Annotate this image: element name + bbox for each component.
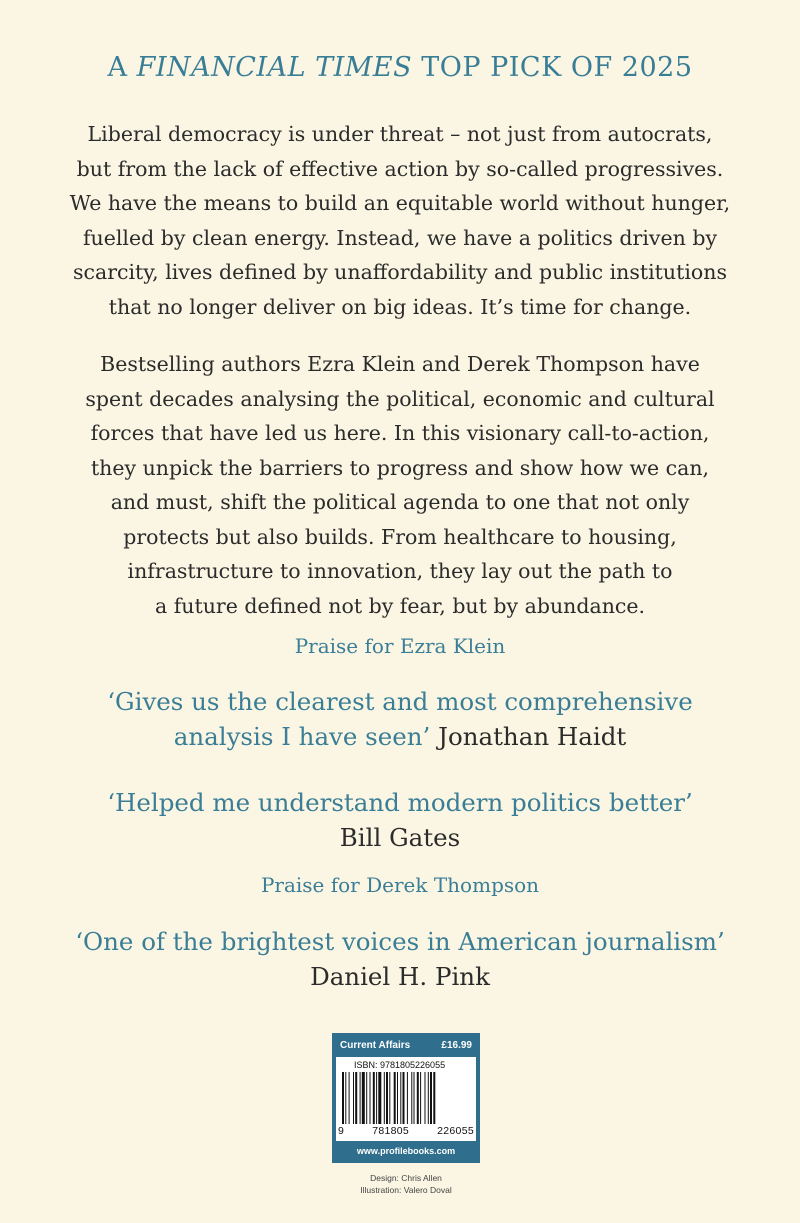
barcode-area xyxy=(336,1057,476,1141)
quote-haidt xyxy=(0,684,800,754)
barcode-bar xyxy=(394,1072,396,1124)
barcode-digit-group: 226055 xyxy=(437,1125,474,1137)
barcode-bar xyxy=(345,1072,346,1124)
quote-pink xyxy=(0,924,800,994)
headline-prefix: A xyxy=(107,52,137,83)
blurb-line: Liberal democracy is under threat – not just from autocrats, xyxy=(87,122,713,146)
blurb-line: We have the means to build an equitable world without hunger, xyxy=(69,191,731,215)
quote-author: Daniel H. Pink xyxy=(310,962,490,991)
barcode-bar xyxy=(400,1072,401,1124)
barcode-bar xyxy=(355,1072,357,1124)
blurb-line: infrastructure to innovation, they lay out the path to xyxy=(127,559,673,583)
book-category: Current Affairs xyxy=(340,1040,411,1051)
barcode-bar xyxy=(362,1072,365,1124)
blurb-line: protects but also builds. From healthcare to housing, xyxy=(123,524,677,549)
design-credit: Design: Chris Allen xyxy=(370,1173,442,1183)
barcode-bar xyxy=(373,1072,375,1124)
barcode-digits xyxy=(338,1125,474,1137)
isbn-label: ISBN: 9781805226055 xyxy=(354,1060,446,1070)
barcode-digit-group: 9 xyxy=(338,1125,345,1137)
publisher-url: www.profilebooks.com xyxy=(356,1146,456,1156)
barcode-bar xyxy=(407,1072,408,1124)
blurb-line: but from the lack of effective action by so-called progressives. xyxy=(76,156,724,181)
blurb-line: they unpick the barriers to progress and show how we can, xyxy=(90,455,710,480)
barcode-bar xyxy=(342,1072,344,1124)
barcode-bar xyxy=(389,1072,390,1124)
barcode-panel xyxy=(332,1033,480,1163)
barcode-bar xyxy=(366,1072,367,1124)
blurb-paragraph-2 xyxy=(0,347,800,623)
barcode-bar xyxy=(420,1072,421,1124)
barcode-digit-group: 781805 xyxy=(372,1125,410,1137)
barcode-bar xyxy=(433,1072,435,1124)
barcode-bar xyxy=(370,1072,371,1124)
blurb-line: scarcity, lives defined by unaffordability and public institutions xyxy=(73,260,727,284)
quote-text: ‘One of the brightest voices in American journalism’ xyxy=(75,927,725,956)
quote-text: analysis I have seen’ xyxy=(173,722,431,751)
blurb-line: Bestselling authors Ezra Klein and Derek Thompson have xyxy=(100,352,700,376)
headline-italic: FINANCIAL TIMES xyxy=(136,52,413,83)
praise-heading-ezra: Praise for Ezra Klein xyxy=(294,634,506,658)
cover-credits xyxy=(332,1172,480,1196)
blurb-paragraph-1 xyxy=(0,117,800,324)
quote-author: Bill Gates xyxy=(339,823,461,852)
blurb-line: spent decades analysing the political, economic and cultural xyxy=(85,386,715,411)
quote-author: Jonathan Haidt xyxy=(438,722,627,751)
barcode-bar xyxy=(403,1072,405,1124)
quote-text: ‘Helped me understand modern politics better’ xyxy=(107,788,693,817)
barcode-bar xyxy=(376,1072,377,1124)
barcode-bar xyxy=(425,1072,426,1124)
blurb-line: fuelled by clean energy. Instead, we have a politics driven by xyxy=(82,225,718,250)
barcode-bars xyxy=(340,1072,472,1124)
headline xyxy=(0,52,800,83)
barcode-bar xyxy=(386,1072,388,1124)
barcode-bar xyxy=(360,1072,361,1124)
illustration-credit: Illustration: Valero Doval xyxy=(360,1185,452,1195)
barcode-bar xyxy=(417,1072,419,1124)
barcode-bar xyxy=(428,1072,429,1124)
barcode-bar xyxy=(353,1072,354,1124)
barcode-bar xyxy=(411,1072,412,1124)
barcode-bar xyxy=(384,1072,385,1124)
quote-text: ‘Gives us the clearest and most comprehensive xyxy=(107,687,693,716)
book-price: £16.99 xyxy=(441,1040,472,1051)
blurb-line: forces that have led us here. In this visionary call-to-action, xyxy=(90,421,710,445)
quote-gates xyxy=(0,785,800,855)
blurb-line: a future defined not by fear, but by abundance. xyxy=(154,593,646,618)
barcode-bar xyxy=(430,1072,432,1124)
barcode-bar xyxy=(349,1072,350,1124)
barcode-bar xyxy=(414,1072,415,1124)
blurb-line: that no longer deliver on big ideas. It’s time for change. xyxy=(108,294,692,319)
barcode-header xyxy=(340,1040,472,1051)
praise-heading-derek: Praise for Derek Thompson xyxy=(260,873,540,897)
barcode-bar xyxy=(397,1072,398,1124)
headline-suffix: TOP PICK OF 2025 xyxy=(412,52,693,83)
blurb-line: and must, shift the political agenda to one that not only xyxy=(110,490,690,514)
barcode-bar xyxy=(378,1072,381,1124)
